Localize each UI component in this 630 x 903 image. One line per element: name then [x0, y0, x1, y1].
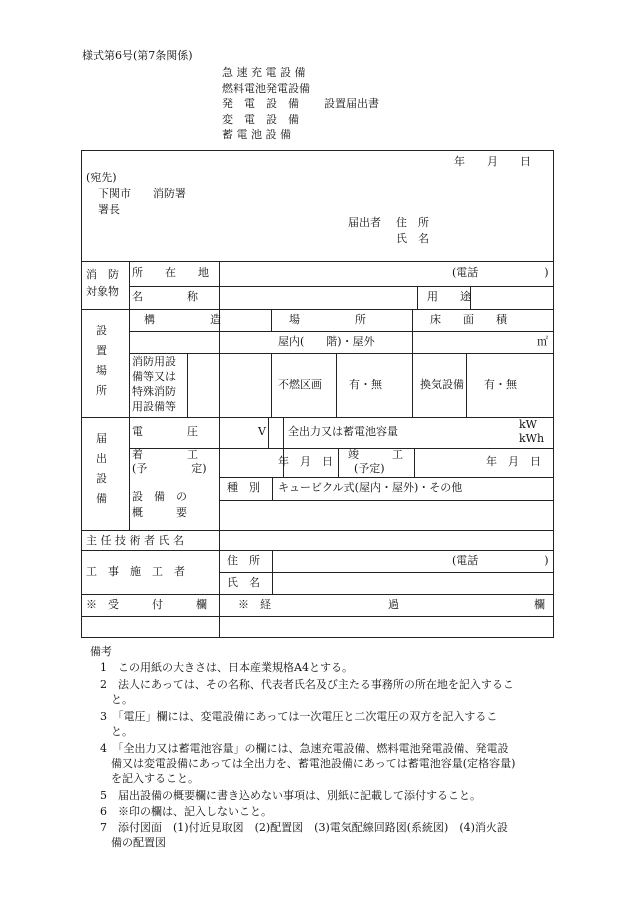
note-item: 備又は変電設備にあっては全出力を、蓄電池設備にあっては蓄電池容量(定格容量) — [100, 757, 516, 770]
col-divider — [268, 417, 269, 448]
place-label: 場 所 — [289, 313, 366, 326]
applicant-label: 届出者 — [348, 216, 381, 229]
row-divider — [82, 616, 553, 617]
contractor-phone: (電話 ) — [452, 554, 549, 567]
type-label: 種 別 — [227, 481, 260, 494]
summary-label: 概 要 — [132, 506, 187, 519]
note-item: 4 「全出力又は蓄電池容量」の欄には、急速充電設備、燃料電池発電設備、発電設 — [100, 742, 509, 755]
type-value: キュービクル式(屋内・屋外)・その他 — [278, 481, 463, 494]
row-divider — [219, 500, 553, 501]
complete-label: 竣 工 — [348, 448, 403, 461]
reception-label: ※ 受 付 欄 — [86, 598, 207, 611]
col-divider — [338, 448, 339, 477]
chief-engineer-label: 主 任 技 術 者 氏 名 — [86, 534, 184, 547]
fireproof-label: 不燃区画 — [278, 378, 322, 391]
area-label: 床 面 積 — [430, 313, 507, 326]
start-label: 着 工 — [132, 448, 198, 461]
complete-date: 年 月 日 — [486, 455, 541, 468]
target-phone: (電話 ) — [452, 266, 549, 279]
target-label: 消 防 — [86, 268, 119, 281]
start-label: (予 定) — [132, 462, 207, 475]
row-divider — [219, 572, 553, 573]
applicant-address-label: 住 所 — [396, 216, 429, 229]
target-name-label: 名 称 — [132, 290, 198, 303]
row-divider — [82, 550, 553, 551]
row-divider — [82, 530, 553, 531]
col-divider — [187, 353, 188, 417]
volt-unit: V — [258, 425, 266, 438]
col-divider — [272, 477, 273, 500]
title-line: 燃料電池発電設備 — [222, 81, 310, 95]
ventilation-value: 有・無 — [484, 378, 517, 391]
row-divider — [82, 309, 553, 310]
output-label: 全出力又は蓄電池容量 — [288, 425, 398, 438]
applicant-name-label: 氏 名 — [396, 232, 429, 245]
progress-label: 欄 — [534, 598, 545, 611]
form-table — [81, 150, 554, 638]
sqm-unit: ㎡ — [537, 335, 548, 348]
col-divider — [272, 550, 273, 594]
site-label: 設 置 場 所 — [96, 324, 107, 397]
note-item: 6 ※印の欄は、記入しないこと。 — [100, 805, 272, 818]
row-divider — [82, 261, 553, 262]
note-item: 3 「電圧」欄には、変電設備にあっては一次電圧と二次電圧の双方を記入するこ — [100, 710, 498, 723]
structure-label: 構 造 — [144, 313, 221, 326]
progress-label: ※ 経 — [238, 598, 271, 611]
indoor-outdoor: 屋内( 階)・屋外 — [278, 335, 375, 348]
note-item: と。 — [100, 693, 133, 706]
title-line: 変 電 設 備 — [222, 112, 299, 126]
contractor-name-label: 氏 名 — [227, 576, 260, 589]
contractor-address-label: 住 所 — [227, 554, 260, 567]
col-divider — [414, 448, 415, 477]
note-item: 備の配置図 — [100, 836, 166, 849]
col-divider — [417, 286, 418, 309]
start-date: 年 月 日 — [278, 455, 333, 468]
progress-label: 過 — [388, 598, 399, 611]
title-line: 発 電 設 備 — [222, 97, 299, 110]
form-number: 様式第6号(第7条関係) — [82, 49, 193, 62]
row-divider — [129, 353, 553, 354]
row-divider — [219, 477, 553, 478]
fireproof-value: 有・無 — [349, 378, 382, 391]
col-divider — [271, 353, 272, 417]
row-divider — [82, 594, 553, 595]
addressee-station: 下関市 消防署 — [98, 187, 186, 200]
use-label: 用 途 — [427, 290, 471, 303]
row-divider — [129, 286, 553, 287]
voltage-label: 電 圧 — [132, 425, 198, 438]
col-divider — [336, 353, 337, 417]
summary-label: 設 備 の — [132, 490, 187, 503]
target-label: 対象物 — [86, 285, 119, 298]
note-item: 2 法人にあっては、その名称、代表者氏名及び主たる事務所の所在地を記入するこ — [100, 678, 514, 691]
addressee-chief: 署長 — [98, 203, 120, 216]
note-item: 5 届出設備の概要欄に書き込めない事項は、別紙に記載して添付すること。 — [100, 789, 481, 802]
note-item: 1 この用紙の大きさは、日本産業規格A4とする。 — [100, 661, 353, 674]
note-item: 7 添付図面 (1)付近見取図 (2)配置図 (3)電気配線回路図(系統図) (4)消火設 — [100, 821, 508, 834]
note-item: と。 — [100, 725, 133, 738]
contractor-label: 工 事 施 工 者 — [86, 565, 185, 578]
fire-equipment-label: 消防用設 備等又は 特殊消防 用設備等 — [132, 355, 176, 413]
title-suffix: 設置届出書 — [324, 97, 379, 110]
title-line: 蓄 電 池 設 備 — [222, 128, 291, 141]
kw-unit: kW — [519, 418, 537, 431]
ventilation-label: 換気設備 — [420, 378, 464, 391]
date-field: 年 月 日 — [454, 155, 531, 168]
col-divider — [129, 261, 130, 530]
kwh-unit: kWh — [519, 432, 545, 445]
title-line: 急 速 充 電 設 備 — [222, 66, 306, 79]
equipment-label: 届 出 設 備 — [96, 432, 107, 505]
col-divider — [271, 309, 272, 331]
notes-title: 備考 — [90, 645, 112, 658]
addressee-label: (宛先) — [86, 171, 117, 184]
complete-label: (予定) — [354, 462, 385, 475]
row-divider — [129, 331, 553, 332]
col-divider — [466, 353, 467, 417]
row-divider — [82, 417, 553, 418]
note-item: を記入すること。 — [100, 772, 199, 785]
col-divider — [412, 309, 413, 417]
location-label: 所 在 地 — [132, 266, 209, 279]
form-titles — [222, 65, 379, 143]
